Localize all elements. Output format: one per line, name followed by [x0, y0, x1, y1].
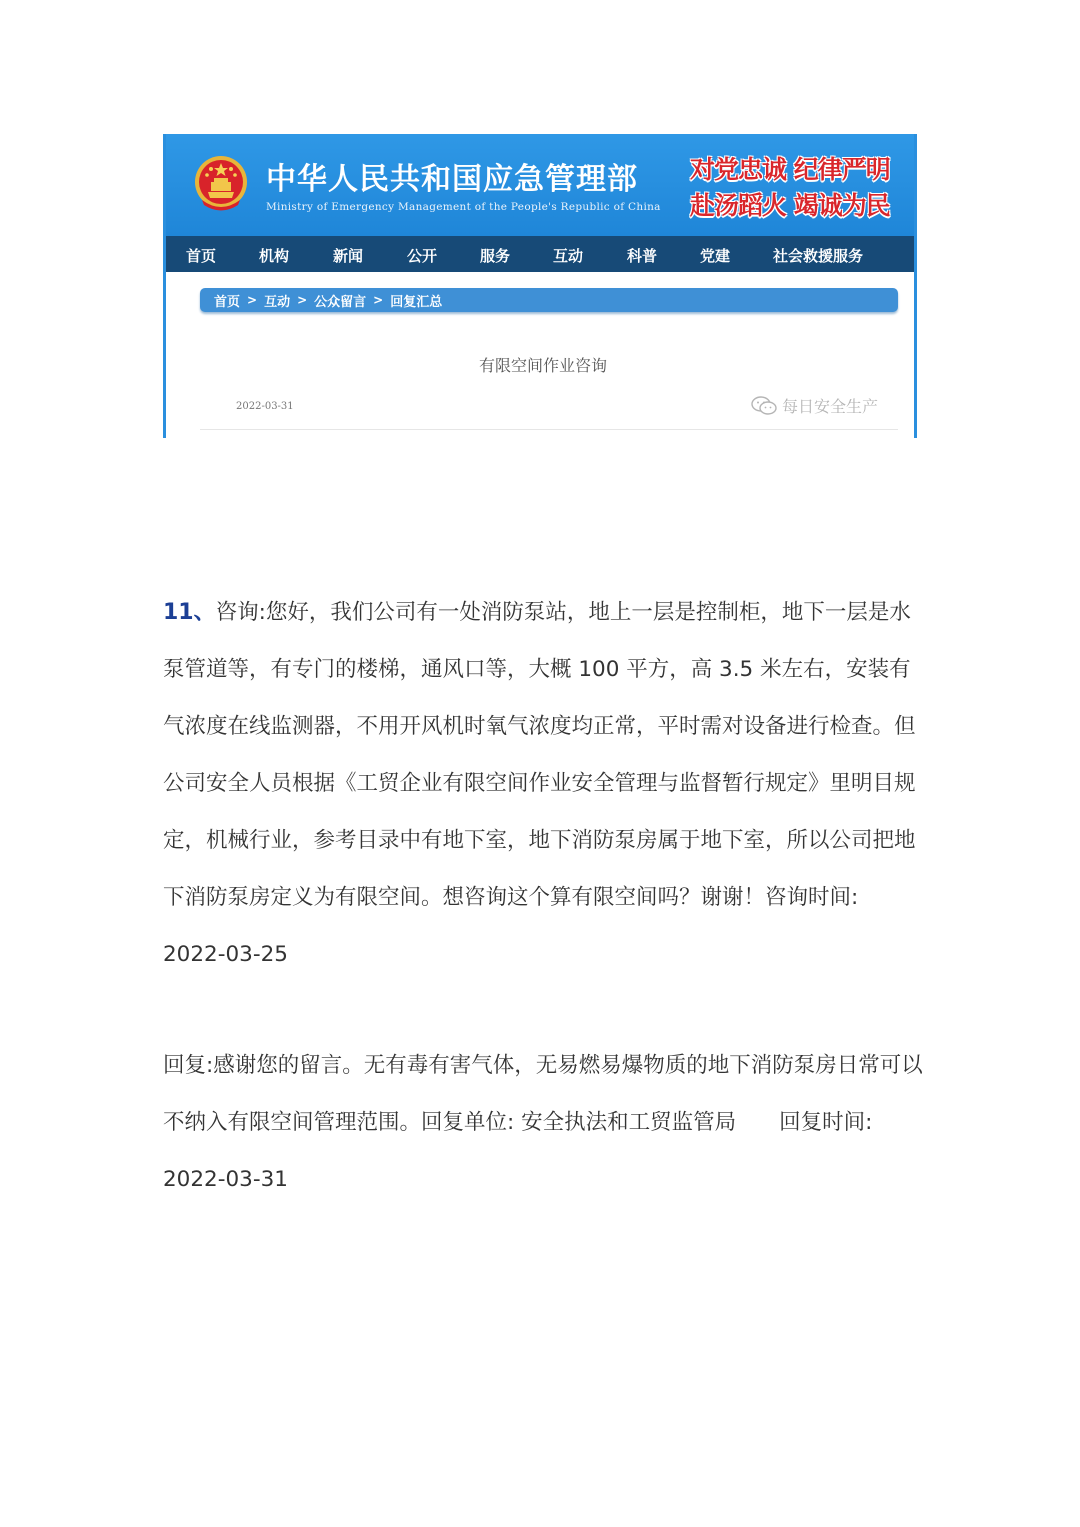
nav-item-news[interactable]: 新闻	[333, 247, 364, 265]
nav-item-interaction[interactable]: 互动	[553, 247, 584, 265]
nav-item-science[interactable]: 科普	[627, 247, 658, 265]
main-nav	[166, 236, 917, 272]
breadcrumb-separator: >	[297, 293, 308, 307]
site-banner	[166, 134, 917, 236]
nav-item-public[interactable]: 公开	[407, 247, 438, 265]
wechat-watermark	[750, 394, 878, 417]
breadcrumb-separator: >	[373, 293, 384, 307]
breadcrumb-reply-summary[interactable]: 回复汇总	[390, 294, 443, 310]
wechat-icon	[750, 395, 778, 417]
embedded-screenshot	[163, 134, 917, 438]
national-emblem-icon	[194, 154, 248, 212]
breadcrumb	[200, 288, 898, 312]
nav-item-home[interactable]: 首页	[186, 247, 217, 265]
inner-page-date: 2022-03-31	[236, 401, 294, 412]
question-text: 咨询:您好，我们公司有一处消防泵站，地上一层是控制柜，地下一层是水泵管道等，有专门的楼梯，通风口等，大概 100 平方，高 3.5 米左右，安装有气浓度在线监测器，不用开风机时氧气浓度均正常，平时需对设备进行检查。但公司安全人员根据《工贸企业有限空间作业安全管理与监督暂行规定》里明目规定，机械行业，参考目录中有地下室，地下消防泵房属于地下室，所以公司把地下消防泵房定义为有限空间。想咨询这个算有限空间吗？谢谢！咨询时间: 2022-03-25	[163, 600, 916, 967]
site-subtitle: Ministry of Emergency Management of the People's Republic of China	[266, 201, 661, 213]
reply-paragraph: 回复:感谢您的留言。无有毒有害气体，无易燃易爆物质的地下消防泵房日常可以不纳入有限空间管理范围。回复单位: 安全执法和工贸监管局 回复时间: 2022-03-31	[163, 1053, 923, 1192]
nav-item-rescue-service[interactable]: 社会救援服务	[773, 247, 864, 265]
inner-page-title: 有限空间作业咨询	[478, 356, 607, 375]
divider	[200, 429, 898, 430]
nav-item-organization[interactable]: 机构	[259, 247, 290, 265]
breadcrumb-separator: >	[247, 293, 258, 307]
breadcrumb-public-messages[interactable]: 公众留言	[314, 294, 367, 310]
slogan-line-2: 赴汤蹈火 竭诚为民	[690, 191, 890, 220]
slogan-line-1: 对党忠诚 纪律严明	[690, 155, 890, 184]
item-number: 11、	[163, 600, 216, 625]
watermark-text: 每日安全生产	[782, 397, 879, 416]
nav-item-service[interactable]: 服务	[480, 247, 511, 265]
breadcrumb-home[interactable]: 首页	[214, 294, 241, 310]
question-paragraph	[163, 584, 923, 983]
site-title: 中华人民共和国应急管理部	[266, 162, 638, 197]
breadcrumb-interaction[interactable]: 互动	[264, 294, 291, 310]
nav-item-party[interactable]: 党建	[700, 247, 731, 265]
